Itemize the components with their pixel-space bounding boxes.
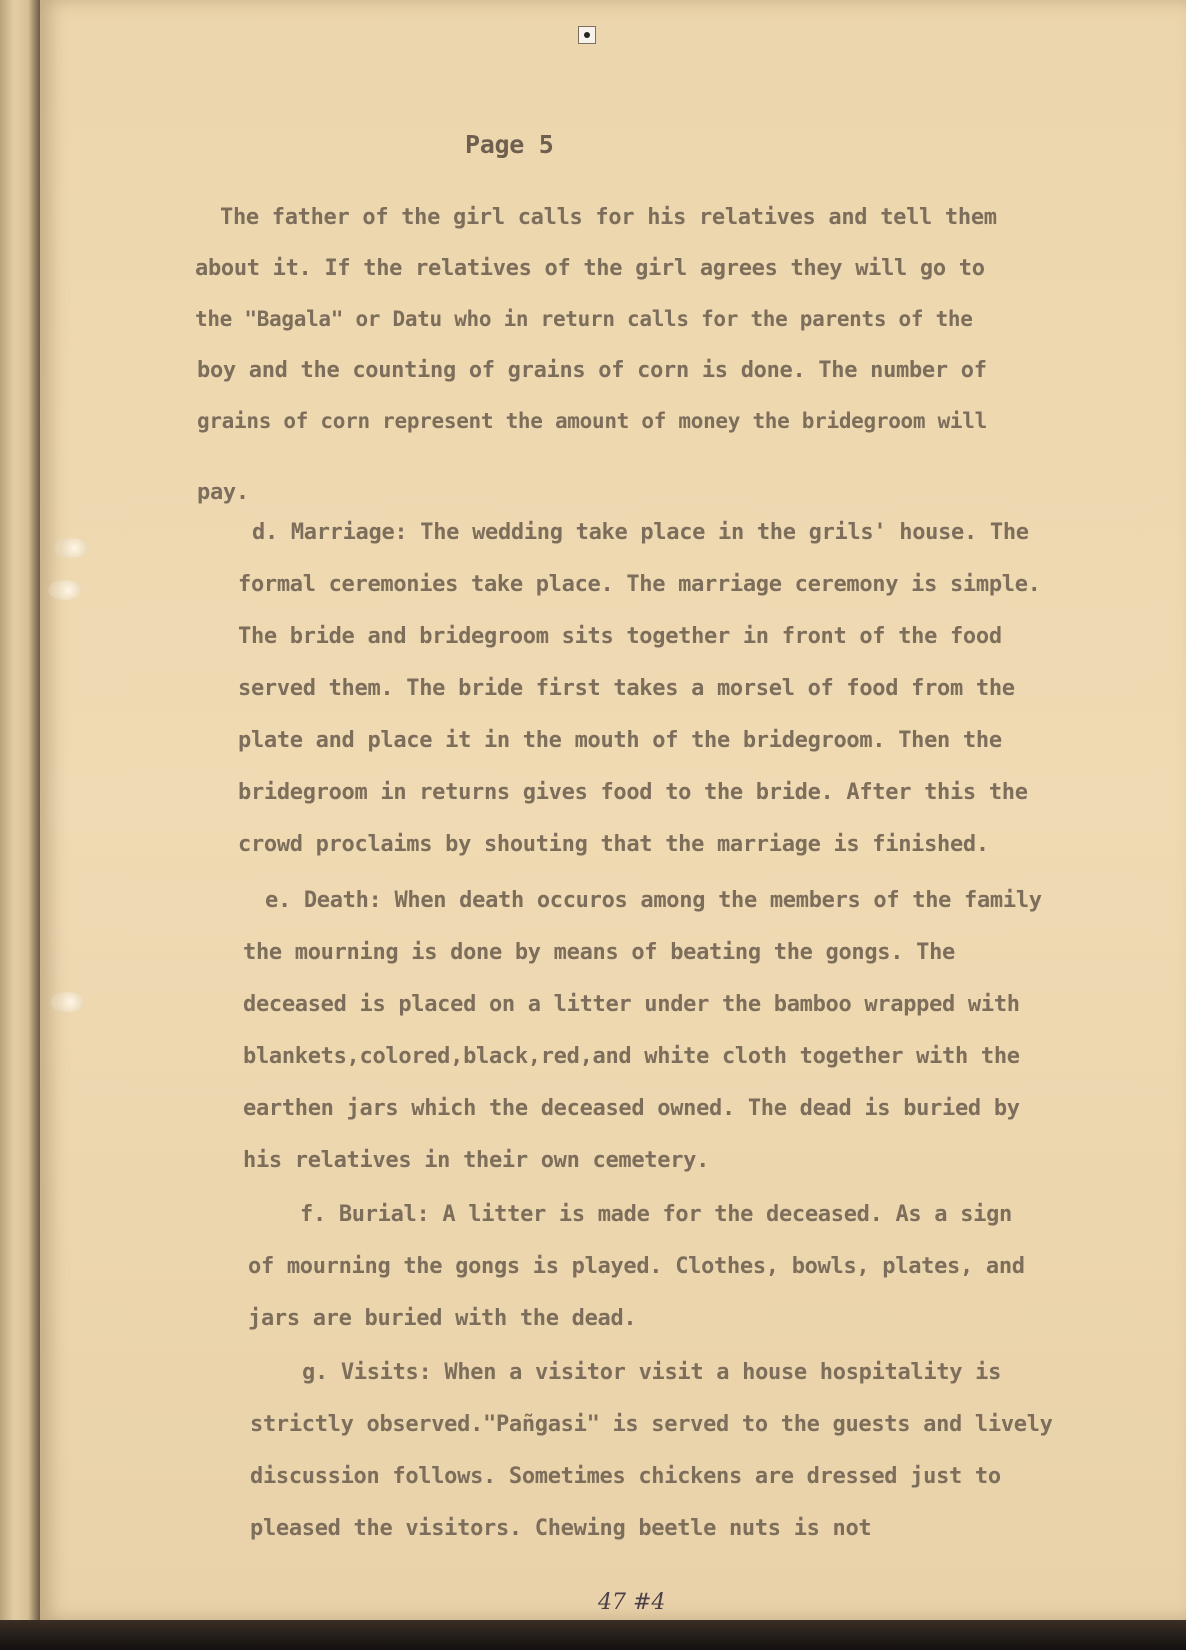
binding-edge: [0, 0, 40, 1650]
text-line: The father of the girl calls for his relatives and tell them: [220, 205, 997, 230]
text-line: formal ceremonies take place. The marriage ceremony is simple.: [238, 572, 1041, 597]
text-line: pay.: [197, 480, 249, 505]
text-line: pleased the visitors. Chewing beetle nuts is not: [250, 1516, 872, 1541]
text-line: of mourning the gongs is played. Clothes, bowls, plates, and: [248, 1254, 1025, 1279]
punch-hole: [54, 538, 88, 558]
text-line: discussion follows. Sometimes chickens are dressed just to: [250, 1464, 1001, 1489]
text-line: crowd proclaims by shouting that the marriage is finished.: [238, 832, 989, 857]
text-line: boy and the counting of grains of corn is done. The number of: [197, 358, 987, 383]
text-line: bridegroom in returns gives food to the bride. After this the: [238, 780, 1028, 805]
registration-mark-icon: [578, 26, 596, 44]
text-line: jars are buried with the dead.: [248, 1306, 637, 1331]
text-line: served them. The bride first takes a morsel of food from the: [238, 676, 1015, 701]
text-line: e. Death: When death occuros among the members of the family: [265, 888, 1042, 913]
text-line: deceased is placed on a litter under the bamboo wrapped with: [243, 992, 1020, 1017]
text-line: f. Burial: A litter is made for the deceased. As a sign: [300, 1202, 1012, 1227]
punch-hole: [48, 580, 82, 600]
text-line: The bride and bridegroom sits together in front of the food: [238, 624, 1002, 649]
text-line: d. Marriage: The wedding take place in the grils' house. The: [252, 520, 1029, 545]
text-line: plate and place it in the mouth of the bridegroom. Then the: [238, 728, 1002, 753]
text-line: about it. If the relatives of the girl agrees they will go to: [195, 256, 985, 281]
scanner-bottom-edge: [0, 1620, 1186, 1650]
text-line: grains of corn represent the amount of money the bridegroom will: [197, 409, 987, 433]
text-line: his relatives in their own cemetery.: [243, 1148, 710, 1173]
punch-hole: [50, 992, 84, 1012]
text-line: g. Visits: When a visitor visit a house hospitality is: [302, 1360, 1002, 1385]
page-heading: Page 5: [465, 130, 554, 159]
text-line: earthen jars which the deceased owned. The dead is buried by: [243, 1096, 1020, 1121]
document-page: [40, 0, 1186, 1620]
text-line: the "Bagala" or Datu who in return calls for the parents of the: [195, 307, 973, 331]
page-number: 47 #4: [598, 1590, 666, 1615]
text-line: the mourning is done by means of beating the gongs. The: [243, 940, 955, 965]
text-line: blankets,colored,black,red,and white cloth together with the: [243, 1044, 1020, 1069]
text-line: strictly observed."Pañgasi" is served to the guests and lively: [250, 1412, 1053, 1437]
